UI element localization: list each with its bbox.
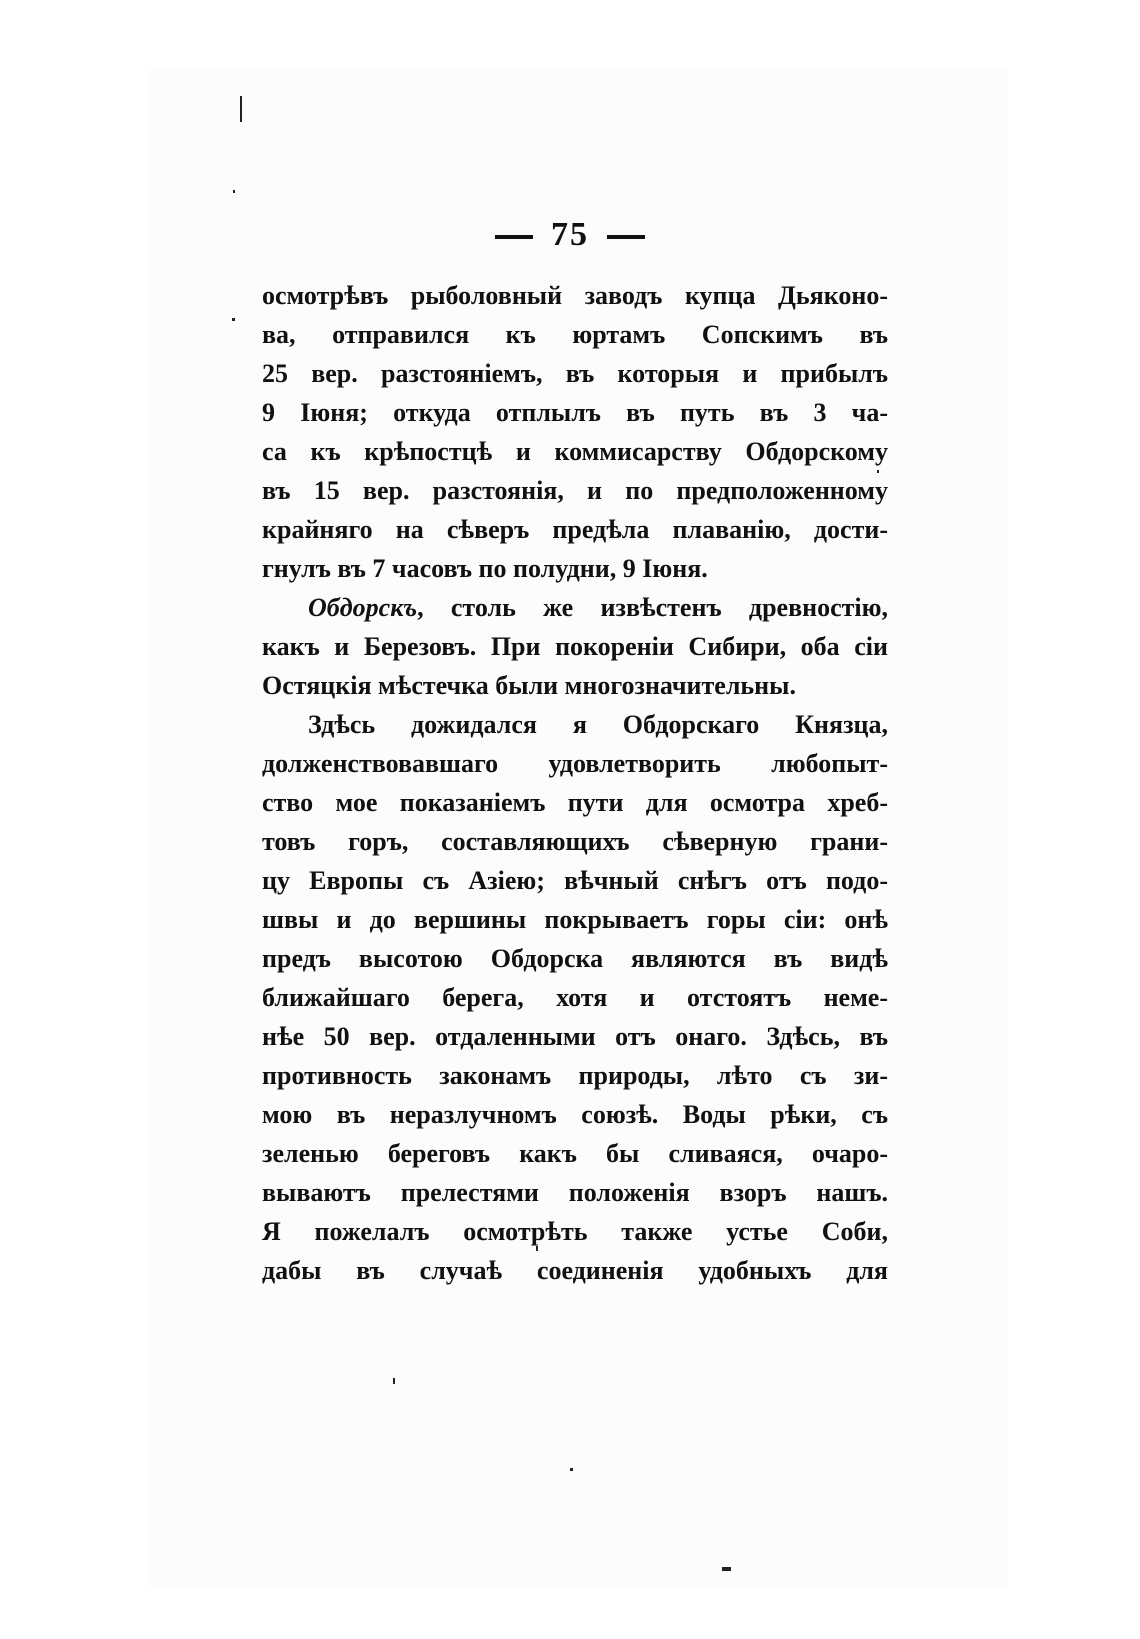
text-line: Здѣсь дожидался я Обдорскаго Князца, — [308, 710, 888, 739]
body-text — [262, 276, 888, 1290]
text-line: швы и до вершины покрываетъ горы сіи: онѣ — [262, 905, 888, 934]
text-line: предъ высотою Обдорска являются въ видѣ — [262, 944, 888, 973]
text-line: са къ крѣпостцѣ и коммисарству Обдорскому — [262, 437, 888, 466]
text-line-with-italic — [262, 588, 888, 627]
scan-mark — [240, 96, 242, 122]
text-line: товъ горъ, составляющихъ сѣверную грани- — [262, 827, 888, 856]
text-line: 9 Іюня; откуда отплылъ въ путь въ 3 ча- — [262, 398, 888, 427]
scan-mark — [233, 190, 235, 193]
text-line: долженствовавшаго удовлетворить любопыт- — [262, 749, 888, 778]
text-line: 25 вер. разстояніемъ, въ которыя и прибылъ — [262, 359, 888, 388]
text-line: нѣе 50 вер. отдаленными отъ онаго. Здѣсь, въ — [262, 1022, 888, 1051]
text-line: Я пожелалъ осмотрѣть также устье Соби, — [262, 1217, 888, 1246]
page-number-header — [0, 216, 1140, 254]
text-line: мою въ неразлучномъ союзѣ. Воды рѣки, съ — [262, 1100, 888, 1129]
text-line: крайняго на сѣверъ предѣла плаванію, дости- — [262, 515, 888, 544]
italic-place-name: Обдорскъ — [308, 593, 418, 622]
scan-mark — [393, 1378, 395, 1384]
text-line-rest: , столь же извѣстенъ древностію, — [417, 593, 888, 622]
text-line: ва, отправился къ юртамъ Сопскимъ въ — [262, 320, 888, 349]
text-line: противность законамъ природы, лѣто съ зи- — [262, 1061, 888, 1090]
text-line: ближайшаго берега, хотя и отстоятъ неме- — [262, 983, 888, 1012]
right-dash — [607, 235, 645, 239]
scan-mark — [722, 1567, 731, 1571]
text-line: какъ и Березовъ. При покореніи Сибири, оба сіи — [262, 632, 888, 661]
scan-mark — [536, 1246, 538, 1251]
page-number: 75 — [551, 216, 589, 253]
text-line: гнулъ въ 7 часовъ по полудни, 9 Іюня. — [262, 554, 708, 583]
text-line: вываютъ прелестями положенія взоръ нашъ. — [262, 1178, 888, 1207]
left-dash — [495, 235, 533, 239]
text-line: осмотрѣвъ рыболовный заводъ купца Дьяконо- — [262, 281, 888, 310]
text-line: ство мое показаніемъ пути для осмотра хреб- — [262, 788, 888, 817]
scan-mark — [877, 470, 879, 473]
text-line: зеленью береговъ какъ бы сливаяся, очаро- — [262, 1139, 888, 1168]
scan-mark — [570, 1468, 573, 1471]
text-line: Остяцкія мѣстечка были многозначительны. — [262, 671, 796, 700]
text-line: въ 15 вер. разстоянія, и по предположенному — [262, 476, 888, 505]
scan-mark — [232, 318, 235, 321]
text-line: цу Европы съ Азіею; вѣчный снѣгъ отъ подо- — [262, 866, 888, 895]
text-line: дабы въ случаѣ соединенія удобныхъ для — [262, 1256, 888, 1285]
